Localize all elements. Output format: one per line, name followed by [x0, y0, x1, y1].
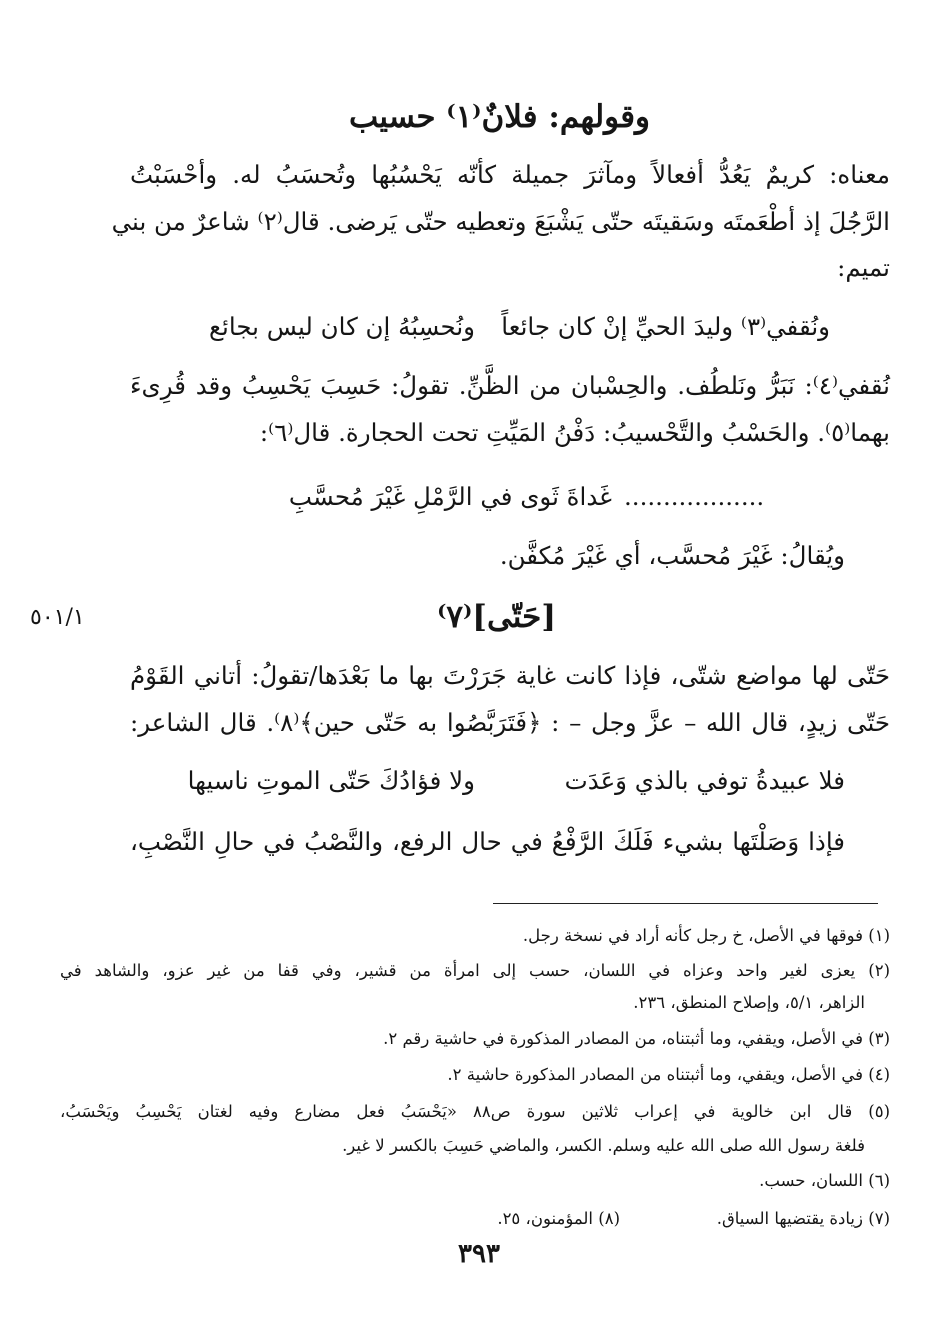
- body-line: الرَّجُلَ إذ أطْعَمتَه وسَقيتَه حتّى يَشْبَعَ وتعطيه حتّى يَرضى. قال⁽٢⁾ شاعرٌ من بني: [111, 207, 890, 236]
- page-number: ٣٩٣: [458, 1239, 500, 1269]
- section-heading-hatta: [حَتّى]⁽٧⁾: [437, 599, 556, 635]
- verse-hemistich-second: ولا فؤادُكَ حَتّى الموتِ ناسيها: [187, 766, 475, 795]
- footnote-divider: [493, 903, 878, 904]
- body-line: بهما⁽٥⁾. والحَسْبُ والتَّحْسيبُ: دَفْنُ المَيِّتِ تحت الحجارة. قال⁽٦⁾:: [259, 418, 890, 447]
- body-line: حَتّى لها مواضع شتّى، فإذا كانت غاية جَرَرْتَ بها ما بَعْدَها/تقولُ: أتاني القَوْمُ: [130, 661, 890, 690]
- verse-hemistich-second: ونُحسِبُهُ إن كان ليس بجائع: [209, 312, 475, 341]
- body-line: تميم:: [837, 253, 890, 282]
- body-line: حَتّى زيدٍ، قال الله – عزَّ وجل – : ﴿فَتَرَبَّصُوا به حَتّى حين﴾⁽٨⁾. قال الشاعر:: [130, 708, 891, 737]
- footnote-continuation: فلغة رسول الله صلى الله عليه وسلم. الكسر، والماضي حَسِبَ بالكسر لا غير.: [342, 1136, 865, 1155]
- verse-hemistich-first: فلا عبيدةُ توفي بالذي وَعَدَت: [564, 766, 845, 795]
- footnote: (١) فوقها في الأصل، خ رجل كأنه أراد في نسخة رجل.: [522, 926, 890, 945]
- verse-ellipsis: ..................: [624, 482, 765, 511]
- footnote: (٦) اللسان، حسب.: [759, 1171, 890, 1190]
- footnote: (٢) يعزى لغير واحد وعزاه في اللسان، حسب إلى امرأة من قشير، وفي قفا من غير عزو، والشاهد في: [60, 961, 890, 980]
- entry-heading: وقولهم: فلانٌ⁽١⁾ حسيب: [348, 99, 650, 135]
- margin-reference: ٥٠١/١: [30, 605, 85, 630]
- footnote: (٨) المؤمنون، ٢٥.: [497, 1209, 620, 1228]
- body-line: فإذا وَصَلْتَها بشيء فَلَكَ الرَّفْعُ في حال الرفع، والنَّصْبُ في حالِ النَّصْبِ،: [130, 827, 845, 856]
- footnote-continuation: الزاهر، ٥/١، وإصلاح المنطق، ٢٣٦.: [633, 993, 865, 1012]
- footnote: (٧) زيادة يقتضيها السياق.: [716, 1209, 890, 1228]
- footnote: (٥) قال ابن خالوية في إعراب ثلاثين سورة ص٨٨ «يَحْسَبُ فعل مضارع وفيه لغتان يَحْسِبُ ويَحْسَبُ،: [60, 1102, 890, 1121]
- verse-text: غَداةَ ثَوى في الرَّمْلِ غَيْرَ مُحسَّبِ: [288, 482, 612, 511]
- footnote: (٣) في الأصل، ويقفي، وما أثبتناه، من المصادر المذكورة في حاشية رقم ٢.: [383, 1029, 890, 1048]
- footnote: (٤) في الأصل، ويقفي، وما أثبتناه من المصادر المذكورة حاشية ٢.: [447, 1065, 890, 1084]
- body-line: معناه: كريمٌ يَعُدُّ أفعالاً ومآثرَ جميلة كأنّه يَحْسُبُها وتُحسَبُ له. وأحْسَبْتُ: [130, 160, 890, 189]
- body-line: ويُقالُ: غَيْرَ مُحسَّب، أي غَيْرَ مُكفَّن.: [499, 541, 845, 570]
- verse-hemistich-first: ونُقفي⁽٣⁾ وليدَ الحيِّ إنْ كان جائعاً: [501, 312, 830, 341]
- body-line: نُقفي⁽٤⁾: نَبَرُّ ونَلطُف. والحِسْبان من الظَّنِّ. تقولُ: حَسِبَ يَحْسِبُ وقد قُرِىءَ: [130, 371, 890, 400]
